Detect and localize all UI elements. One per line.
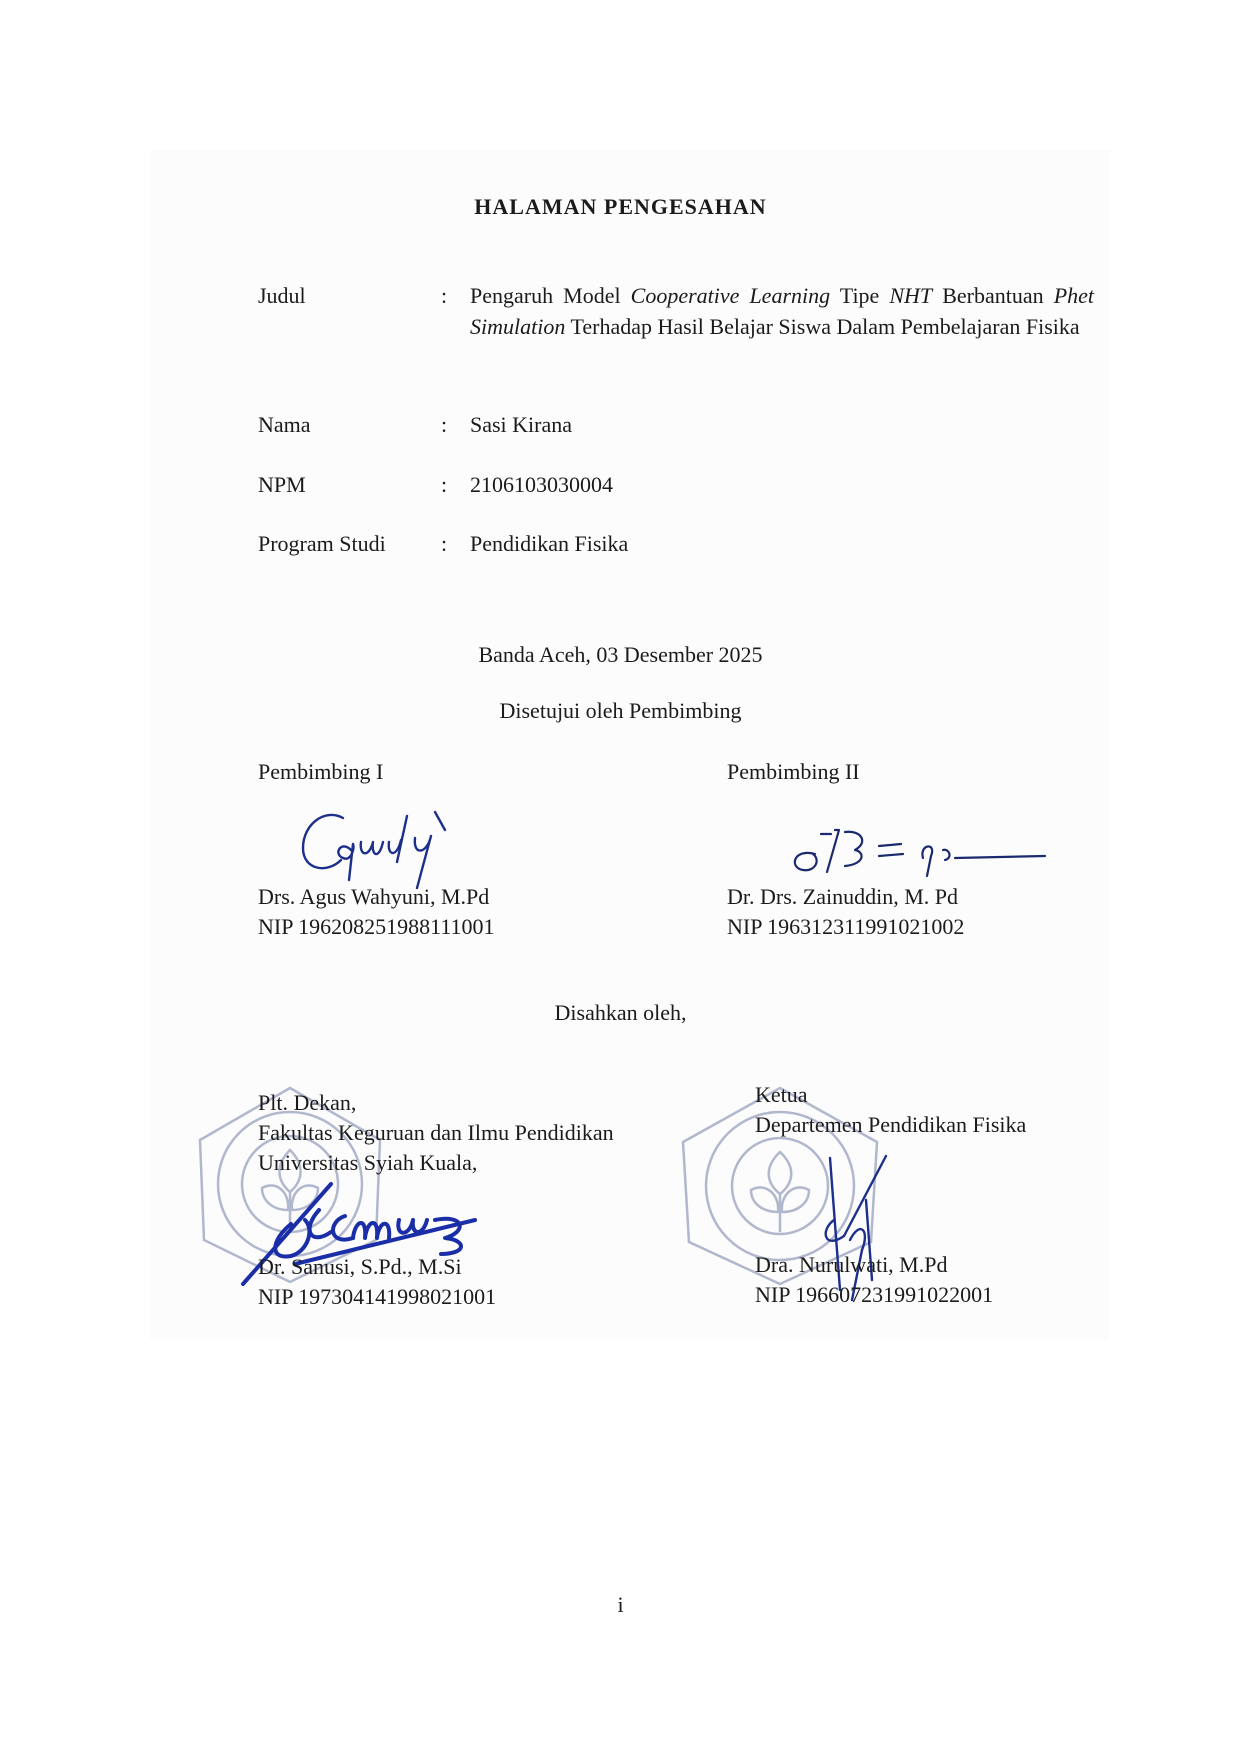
judul-text-1: Pengaruh Model <box>470 283 631 308</box>
signature-pembimbing-1 <box>295 800 470 895</box>
npm-value: 2106103030004 <box>470 472 613 497</box>
dekan-name: Dr. Sanusi, S.Pd., M.Si <box>258 1254 462 1279</box>
npm-label: NPM <box>258 472 306 497</box>
approved-by-label: Disetujui oleh Pembimbing <box>499 698 742 723</box>
judul-colon: : <box>441 283 448 308</box>
dekan-line-2: Fakultas Keguruan dan Ilmu Pendidikan <box>258 1120 614 1145</box>
pembimbing-1-heading: Pembimbing I <box>258 759 384 784</box>
nama-value: Sasi Kirana <box>470 412 573 437</box>
dekan-signature-block <box>258 1252 496 1312</box>
pembimbing-2-name: Dr. Drs. Zainuddin, M. Pd <box>727 884 958 909</box>
judul-italic-2: NHT <box>889 283 933 308</box>
pembimbing-1-nip: NIP 196208251988111001 <box>258 914 495 939</box>
ratified-by-label: Disahkan oleh, <box>554 1000 687 1025</box>
page-number: i <box>617 1592 624 1617</box>
judul-italic-3: Phet Simulation <box>470 283 1095 339</box>
program-studi-value: Pendidikan Fisika <box>470 531 629 556</box>
ketua-signature-block <box>755 1250 993 1310</box>
dekan-line-3: Universitas Syiah Kuala, <box>258 1150 478 1175</box>
ketua-line-1: Ketua <box>755 1082 808 1107</box>
nama-label: Nama <box>258 412 311 437</box>
place-date: Banda Aceh, 03 Desember 2025 <box>478 642 763 667</box>
judul-text-2: Tipe <box>830 283 890 308</box>
ketua-nip: NIP 196607231991022001 <box>755 1282 994 1307</box>
program-studi-label: Program Studi <box>258 531 386 556</box>
program-studi-colon: : <box>441 531 448 556</box>
ketua-line-2: Departemen Pendidikan Fisika <box>755 1112 1027 1137</box>
pembimbing-1-name: Drs. Agus Wahyuni, M.Pd <box>258 884 490 909</box>
pembimbing-2-heading: Pembimbing II <box>727 759 860 784</box>
judul-text-3: Berbantuan <box>932 283 1054 308</box>
dekan-line-1: Plt. Dekan, <box>258 1090 357 1115</box>
dekan-title-block <box>258 1088 614 1178</box>
pembimbing-2-nip: NIP 196312311991021002 <box>727 914 965 939</box>
nama-colon: : <box>441 412 448 437</box>
pembimbing-2-block <box>727 882 964 942</box>
dekan-nip: NIP 197304141998021001 <box>258 1284 497 1309</box>
ketua-name: Dra. Nurulwati, M.Pd <box>755 1252 948 1277</box>
ketua-title-block <box>755 1080 1026 1140</box>
page-title: HALAMAN PENGESAHAN <box>474 194 767 219</box>
judul-text-4: Terhadap Hasil Belajar Siswa Dalam Pembelajaran Fisika <box>565 314 1080 339</box>
judul-label: Judul <box>258 283 306 308</box>
npm-colon: : <box>441 472 448 497</box>
judul-value <box>470 280 1094 342</box>
judul-italic-1: Cooperative Learning <box>630 283 831 308</box>
pembimbing-1-block <box>258 882 495 942</box>
